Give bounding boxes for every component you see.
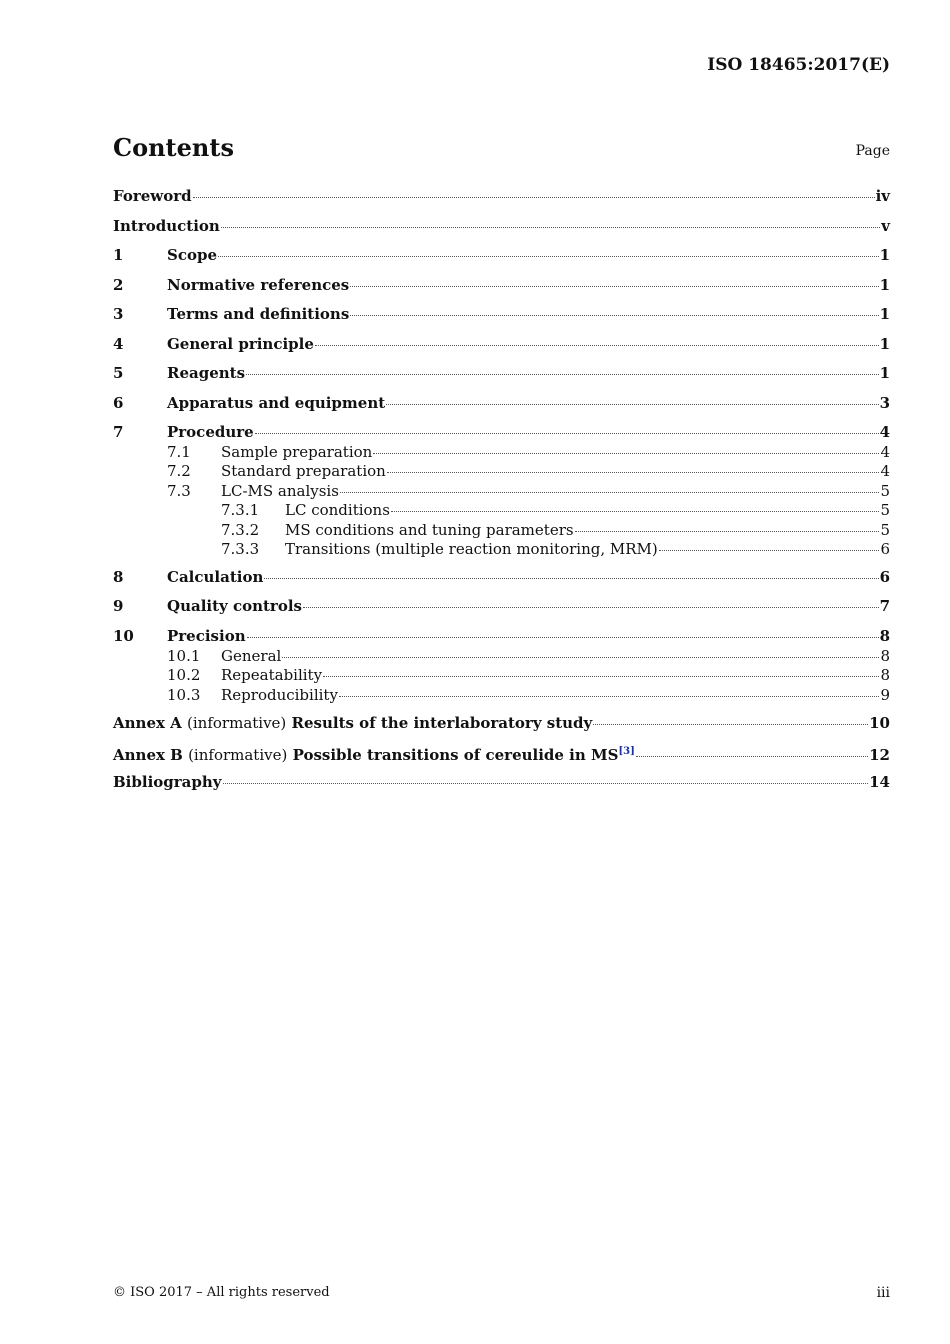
toc-entry-number: 5 [113, 364, 124, 382]
toc-entry-page: 1 [879, 275, 890, 294]
toc-entry-title: Reproducibility [221, 685, 338, 704]
toc-entry-section-4[interactable] [113, 333, 890, 363]
contents-title: Contents [113, 133, 234, 162]
toc-entry-number: 7.3.1 [221, 501, 260, 520]
toc-entry-page: 1 [879, 364, 890, 382]
toc-entry-section-7-3-1[interactable] [113, 500, 890, 519]
annex-type: (informative) [188, 746, 288, 765]
toc-entry-page: 5 [880, 481, 890, 500]
toc-entry-number: 7.3.2 [221, 520, 260, 539]
dot-leader [391, 511, 880, 512]
toc-entry-section-7-3-2[interactable] [113, 520, 890, 539]
annex-type: (informative) [187, 713, 287, 732]
toc-entry-number: 1 [113, 246, 124, 264]
toc-entry-page: 14 [869, 772, 890, 791]
toc-entry-page: 7 [879, 597, 890, 616]
document-id: ISO 18465:2017(E) [707, 55, 890, 75]
toc-entry-page: iv [875, 187, 890, 205]
toc-entry-title: Repeatability [221, 666, 323, 685]
annex-title: Results of the interlaboratory study [291, 713, 593, 732]
toc-entry-title: LC conditions [285, 501, 390, 520]
dot-leader [315, 345, 879, 346]
annex-label: Annex A [113, 713, 182, 732]
dot-leader [282, 657, 879, 658]
toc-entry-page: 3 [879, 393, 890, 412]
toc-entry-section-5[interactable] [113, 362, 890, 392]
toc-entry-title: Precision [167, 626, 246, 645]
toc-entry-number: 10.1 [167, 646, 201, 665]
dot-leader [255, 433, 879, 434]
toc-entry-title: Quality controls [167, 597, 302, 616]
toc-entry-page: 4 [879, 423, 890, 441]
toc-entry-title: Bibliography [113, 772, 222, 791]
dot-leader [659, 550, 880, 551]
dot-leader [350, 286, 878, 287]
dot-leader [323, 676, 879, 677]
annex-label: Annex B [113, 746, 183, 765]
toc-entry-foreword[interactable] [113, 185, 890, 215]
toc-entry-page: 1 [879, 334, 890, 353]
toc-entry-section-3[interactable] [113, 303, 890, 333]
toc-entry-number: 7.3 [167, 481, 191, 500]
toc-entry-number: 10 [113, 626, 134, 645]
toc-entry-number: 2 [113, 275, 124, 294]
toc-entry-page: 1 [879, 305, 890, 323]
dot-leader [386, 404, 878, 405]
toc-entry-section-10[interactable] [113, 625, 890, 646]
toc-entry-section-10-1[interactable] [113, 646, 890, 665]
dot-leader [373, 453, 879, 454]
toc-entry-section-7-2[interactable] [113, 461, 890, 480]
toc-entry-title: Normative references [167, 275, 350, 294]
toc-entry-title: Calculation [167, 567, 264, 586]
toc-entry-page: 8 [880, 646, 890, 665]
toc-entry-title: Transitions (multiple reaction monitoring, MRM) [285, 539, 658, 558]
dot-leader [218, 256, 879, 257]
toc-entry-section-7-3-3[interactable] [113, 539, 890, 566]
toc-entry-page: 12 [869, 746, 890, 765]
toc-entry-page: 8 [880, 666, 890, 685]
toc-entry-title: Reagents [167, 364, 246, 382]
toc-entry-number: 6 [113, 393, 124, 412]
toc-entry-number: 7.1 [167, 443, 191, 461]
dot-leader [247, 637, 879, 638]
table-of-contents [113, 185, 890, 800]
toc-entry-title: General [221, 646, 282, 665]
toc-entry-page: 1 [879, 246, 890, 264]
toc-entry-title [113, 713, 592, 733]
dot-leader [264, 578, 878, 579]
toc-entry-section-7[interactable] [113, 421, 890, 442]
annex-title: Possible transitions of cereulide in MS [292, 746, 619, 765]
toc-entry-section-1[interactable] [113, 244, 890, 274]
dot-leader [193, 197, 875, 198]
toc-entry-annex-b[interactable] [113, 741, 890, 771]
toc-entry-title [113, 742, 635, 765]
toc-entry-number: 9 [113, 597, 124, 616]
toc-entry-title: Foreword [113, 187, 192, 205]
toc-entry-title: Terms and definitions [167, 305, 350, 323]
toc-entry-title: Procedure [167, 423, 254, 441]
toc-entry-section-9[interactable] [113, 595, 890, 625]
footer-copyright: © ISO 2017 – All rights reserved [113, 1285, 330, 1300]
toc-entry-number: 8 [113, 567, 124, 586]
toc-entry-number: 3 [113, 305, 124, 323]
toc-entry-number: 7.2 [167, 462, 191, 481]
toc-entry-number: 7.3.3 [221, 539, 260, 558]
dot-leader [387, 472, 880, 473]
toc-entry-section-8[interactable] [113, 566, 890, 596]
dot-leader [350, 315, 878, 316]
toc-entry-page: v [881, 216, 890, 235]
toc-entry-section-2[interactable] [113, 274, 890, 304]
dot-leader [221, 227, 880, 228]
toc-entry-page: 10 [869, 713, 890, 732]
toc-entry-title: Sample preparation [221, 443, 373, 461]
toc-entry-page: 8 [879, 626, 890, 645]
dot-leader [340, 492, 880, 493]
toc-entry-title: LC-MS analysis [221, 481, 339, 500]
toc-entry-page: 6 [880, 539, 890, 558]
toc-entry-page: 6 [879, 567, 890, 586]
toc-entry-number: 10.2 [167, 666, 201, 685]
dot-leader [246, 374, 879, 375]
page-column-label: Page [855, 143, 890, 159]
toc-entry-page: 9 [880, 685, 890, 704]
toc-entry-title: Standard preparation [221, 462, 386, 481]
toc-entry-bibliography[interactable] [113, 771, 890, 801]
toc-entry-number: 4 [113, 334, 124, 353]
dot-leader [223, 783, 869, 784]
toc-entry-section-10-3[interactable] [113, 685, 890, 712]
toc-entry-section-10-2[interactable] [113, 665, 890, 684]
toc-entry-number: 7 [113, 423, 124, 441]
dot-leader [593, 724, 868, 725]
dot-leader [636, 756, 868, 757]
toc-entry-page: 4 [880, 443, 890, 461]
toc-entry-number: 10.3 [167, 685, 201, 704]
toc-entry-annex-a[interactable] [113, 712, 890, 742]
dot-leader [303, 607, 879, 608]
footer-page-number: iii [876, 1285, 890, 1301]
toc-entry-title: Scope [167, 246, 218, 264]
toc-entry-introduction[interactable] [113, 215, 890, 245]
toc-entry-section-6[interactable] [113, 392, 890, 422]
toc-entry-title: Introduction [113, 216, 220, 235]
toc-entry-page: 5 [880, 520, 890, 539]
toc-entry-title: MS conditions and tuning parameters [285, 520, 574, 539]
toc-entry-section-7-1[interactable] [113, 442, 890, 461]
toc-entry-page: 5 [880, 501, 890, 520]
bibliography-reference-link[interactable]: [3] [618, 746, 635, 758]
toc-entry-title: Apparatus and equipment [167, 393, 386, 412]
toc-entry-section-7-3[interactable] [113, 481, 890, 500]
toc-entry-title: General principle [167, 334, 314, 353]
toc-entry-page: 4 [880, 462, 890, 481]
dot-leader [339, 696, 880, 697]
dot-leader [575, 531, 880, 532]
